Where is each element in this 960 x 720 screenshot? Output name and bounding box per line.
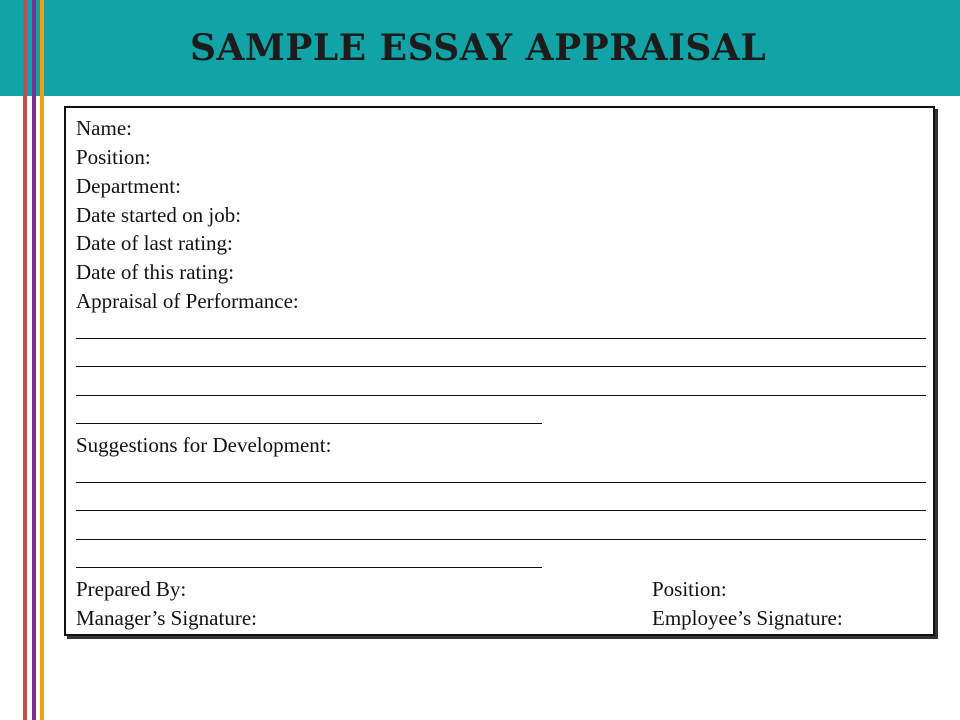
manager-signature-label: Manager’s Signature: (76, 606, 257, 630)
department-label: Department: (76, 174, 181, 198)
appraisal-form (64, 106, 935, 636)
suggestions-label: Suggestions for Development: (76, 433, 332, 457)
appraisal-line-2 (76, 366, 926, 367)
suggestions-line-2 (76, 510, 926, 511)
suggestions-line-1 (76, 482, 926, 483)
date-this-rating-label: Date of this rating: (76, 260, 235, 284)
date-started-label: Date started on job: (76, 203, 242, 227)
decorative-stripe-purple (32, 0, 36, 720)
suggestions-line-4 (76, 567, 542, 568)
position-label: Position: (76, 145, 151, 169)
appraisal-label: Appraisal of Performance: (76, 289, 299, 313)
appraisal-line-3 (76, 395, 926, 396)
appraisal-line-4 (76, 423, 542, 424)
appraisal-line-1 (76, 338, 926, 339)
footer-position-label: Position: (652, 577, 727, 601)
employee-signature-label: Employee’s Signature: (652, 606, 843, 630)
date-last-rating-label: Date of last rating: (76, 231, 233, 255)
page-title: SAMPLE ESSAY APPRAISAL (190, 27, 767, 69)
decorative-stripe-red (23, 0, 27, 720)
prepared-by-label: Prepared By: (76, 577, 187, 601)
decorative-stripe-orange (40, 0, 44, 720)
suggestions-line-3 (76, 539, 926, 540)
name-label: Name: (76, 116, 132, 140)
